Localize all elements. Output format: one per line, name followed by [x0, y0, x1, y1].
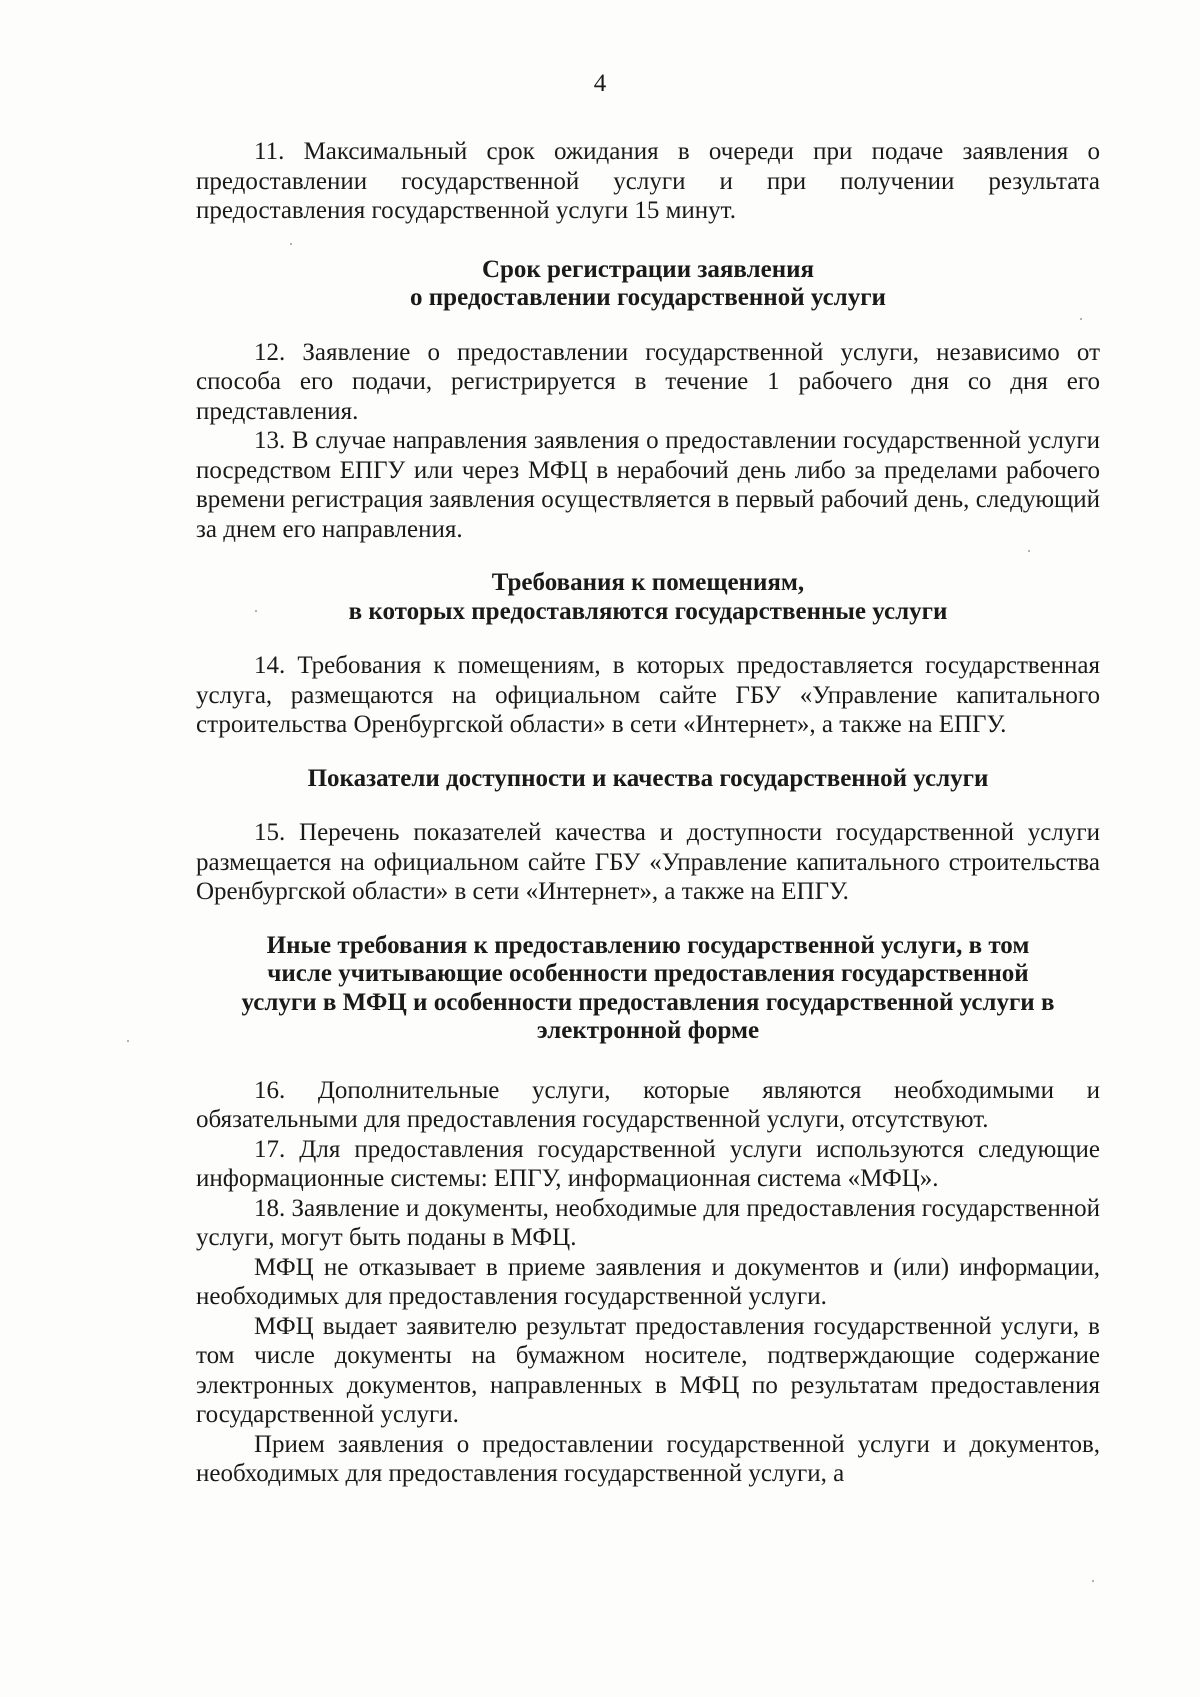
- paragraph-18: 18. Заявление и документы, необходимые для предоставления государственной услуги, могут быть поданы в МФЦ.: [196, 1194, 1100, 1251]
- scan-speck: [1092, 1580, 1094, 1582]
- heading-other-requirements: [196, 932, 1100, 1046]
- scan-speck: [255, 610, 257, 612]
- paragraph-15: 15. Перечень показателей качества и доступности государственной услуги размещается на официальном сайте ГБУ «Управление капитального строительства Оренбургской области» в сети «Интернет», а также на ЕПГУ.: [196, 819, 1100, 905]
- paragraph-14: 14. Требования к помещениям, в которых предоставляется государственная услуга, размещаются на официальном сайте ГБУ «Управление капитального строительства Оренбургской области» в сети «Интернет», а также на ЕПГУ.: [196, 652, 1100, 738]
- heading-line: о предоставлении государственной услуги: [410, 284, 886, 311]
- heading-registration-term: [196, 256, 1100, 313]
- paragraph-13: 13. В случае направления заявления о предоставлении государственной услуги посредством ЕПГУ или через МФЦ в нерабочий день либо за пределами рабочего времени регистрация заявления осуществляется в первый рабочий день, следующий за днем его направления.: [196, 427, 1100, 543]
- document-body: [196, 137, 1100, 1489]
- scan-speck: [1080, 318, 1082, 320]
- heading-line: Иные требования к предоставлению государственной услуги, в том: [266, 931, 1030, 959]
- scan-speck: [127, 1040, 129, 1042]
- heading-line: Срок регистрации заявления: [481, 255, 815, 283]
- heading-line: Требования к помещениям,: [491, 569, 805, 596]
- paragraph-16: 16. Дополнительные услуги, которые являются необходимыми и обязательными для предоставления государственной услуги, отсутствуют.: [196, 1076, 1100, 1133]
- paragraph-17: 17. Для предоставления государственной услуги используются следующие информационные системы: ЕПГУ, информационная система «МФЦ».: [196, 1135, 1100, 1192]
- scan-speck: [1028, 550, 1030, 552]
- heading-premises-requirements: [196, 569, 1100, 626]
- paragraph-18-mfc-issue: МФЦ выдает заявителю результат предоставления государственной услуги, в том числе документы на бумажном носителе, подтверждающие содержание электронных документов, направленных в МФЦ по результатам предоставления государственной услуги.: [196, 1312, 1100, 1428]
- heading-quality-indicators: Показатели доступности и качества государственной услуги: [307, 764, 989, 792]
- heading-line: услуги в МФЦ и особенности предоставления государственной услуги в: [241, 988, 1055, 1016]
- paragraph-12: 12. Заявление о предоставлении государственной услуги, независимо от способа его подачи, регистрируется в течение 1 рабочего дня со дня его представления.: [196, 338, 1100, 425]
- heading-line: электронной форме: [536, 1017, 760, 1044]
- paragraph-11: 11. Максимальный срок ожидания в очереди при подаче заявления о предоставлении государственной услуги и при получении результата предоставления государственной услуги 15 минут.: [196, 138, 1100, 224]
- heading-line: в которых предоставляются государственные услуги: [348, 597, 948, 625]
- paragraph-18-acceptance: Прием заявления о предоставлении государственной услуги и документов, необходимых для предоставления государственной услуги, а: [196, 1430, 1100, 1487]
- scan-speck: [290, 243, 292, 245]
- page-number: 4: [593, 70, 607, 97]
- paragraph-18-mfc-refusal: МФЦ не отказывает в приеме заявления и документов и (или) информации, необходимых для предоставления государственной услуги.: [196, 1253, 1100, 1310]
- heading-line: числе учитывающие особенности предоставления государственной: [267, 960, 1029, 987]
